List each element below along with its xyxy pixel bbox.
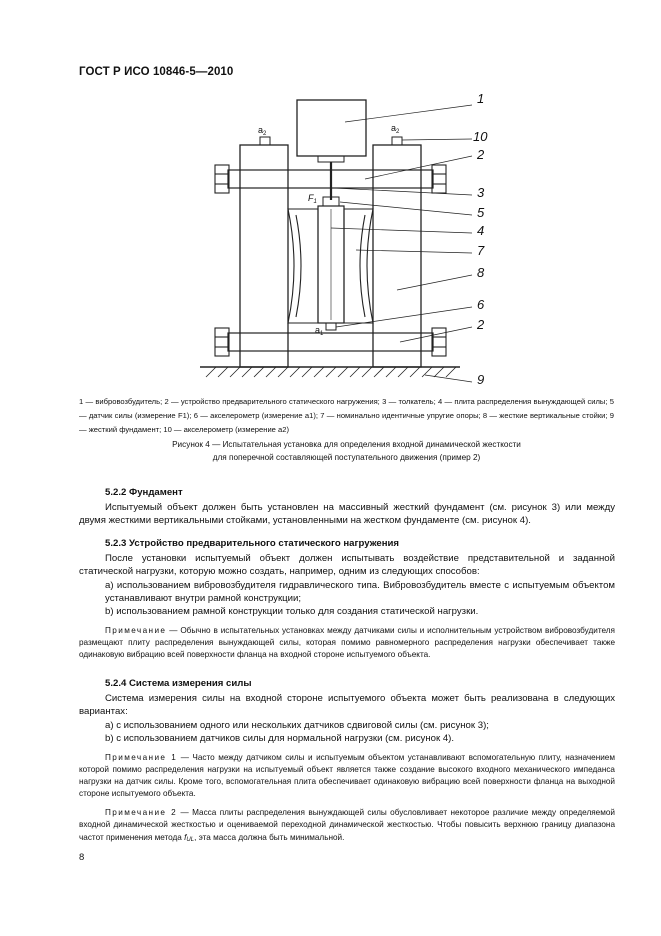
callout-7: 7 [477,243,485,258]
note-2-text-b: , эта масса должна быть минимальной. [194,832,345,842]
shaker [297,100,366,156]
callout-6: 6 [477,297,485,312]
note-2 [79,807,615,845]
paragraph: Испытуемый объект должен быть установлен на массивный жесткий фундамент (см. рисунок 3) или между двумя жесткими вертикальными стойками, установленными на жестком фундаменте (см. рисунок 4). [79,502,615,527]
right-column [373,145,421,367]
label-a1: $a_1$ [315,325,324,337]
figure-caption [79,438,614,464]
note-label: Примечание [105,626,167,636]
note-2-label: Примечание 2 [105,808,178,818]
note-text: — Обычно в испытательных установках между датчиками силы и исполнительным устройством вибровозбудителя размещают плиту распределения вынуждающей силы, которая помимо равномерного распределения нагрузки обеспечивает также одинаковую вибрацию всей поверхности фланца на входной стороне испытуемого объекта. [79,626,615,660]
list-item-b: b) с использованием датчиков силы для нормальной нагрузки (см. рисунок 4). [105,732,455,744]
test-setup-figure [0,85,661,395]
list-item-a: a) с использованием одного или нескольких датчиков сдвиговой силы (см. рисунок 3); [105,719,489,731]
document-header: ГОСТ Р ИСО 10846-5—2010 [79,66,234,78]
section-heading: 5.2.4 Система измерения силы [105,678,252,689]
note-2-subscript: UL [186,836,195,843]
callout-1: 1 [477,91,485,106]
list-item-a: a) использованием вибровозбудителя гидравлического типа. Вибровозбудитель вместе с испытуемым объектом устанавливают внутри рамной конструкции; [105,579,615,604]
left-column [240,145,288,367]
label-a2-right: $a_2$ [391,123,400,135]
note-1-label: Примечание 1 [105,753,178,763]
section-5-2-3 [79,537,615,662]
note-2-symbol: f [184,832,187,842]
callout-4: 4 [477,223,485,238]
page-number: 8 [79,852,85,863]
accelerometer-a1 [326,323,336,330]
caption-line-1: Рисунок 4 — Испытательная установка для определения входной динамической жесткости [172,440,521,449]
callout-2-top: 2 [477,147,485,162]
callout-5: 5 [477,205,485,220]
list-item-b: b) использованием рамной конструкции только для создания статической нагрузки. [105,606,479,618]
note-1 [79,752,615,800]
note [79,625,615,661]
bottom-beam [228,333,433,351]
section-5-2-2 [79,486,615,528]
callout-8: 8 [477,265,485,280]
accelerometer-a2-right [392,137,402,145]
note-1-text: — Часто между датчиком силы и испытуемым объектом устанавливают вспомогательную плиту, назначением которой помимо распределения нагрузки на испытуемый объект является также создание высокого входного механического импеданса нагрузки на датчик силы. Кроме того, вспомогательная плита обеспечивает одинаковую вибрацию всей поверхности фланца на выходной стороне испытуемого объекта. [79,753,615,799]
paragraph: Система измерения силы на входной стороне испытуемого объекта может быть реализована в следующих вариантах: [79,693,615,718]
caption-line-2: для поперечной составляющей поступательного движения (пример 2) [212,453,481,462]
callout-2-bottom: 2 [477,317,485,332]
label-a2-left: $a_2$ [258,125,267,137]
section-heading: 5.2.2 Фундамент [105,487,183,498]
figure-legend: 1 — вибровозбудитель; 2 — устройство предварительного статического нагружения; 3 — толкатель; 4 — плита распределения вынуждающей силы; 5 — датчик силы (измерение F1); 6 — акселерометр (измерение a1); 7 — номинально идентичные упругие опоры; 8 — жесткие вертикальные стойки; 9 — жесткий фундамент; 10 — акселерометр (измерение a2) [79,397,614,434]
note-2-text-a: — Масса плиты распределения вынуждающей силы обусловливает некоторое различие между определяемой входной динамической жесткостью и оцениваемой переходной динамической жесткостью. Чтобы повысить верхнюю границу диапазона частот применения метода [79,808,615,842]
callout-3: 3 [477,185,485,200]
leader-lines [331,105,472,382]
callout-9: 9 [477,372,485,387]
paragraph: После установки испытуемый объект должен испытывать воздействие представительной и заданной статической нагрузки, которую можно создать, например, одним из следующих способов: [79,553,615,578]
elastic-supports [288,209,373,323]
foundation-hatch [206,367,456,377]
callout-10: 10 [473,129,488,144]
section-5-2-4 [79,677,615,846]
accelerometer-a2-left [260,137,270,145]
label-f1: $F_1$ [308,193,317,205]
section-heading: 5.2.3 Устройство предварительного статического нагружения [105,538,399,549]
